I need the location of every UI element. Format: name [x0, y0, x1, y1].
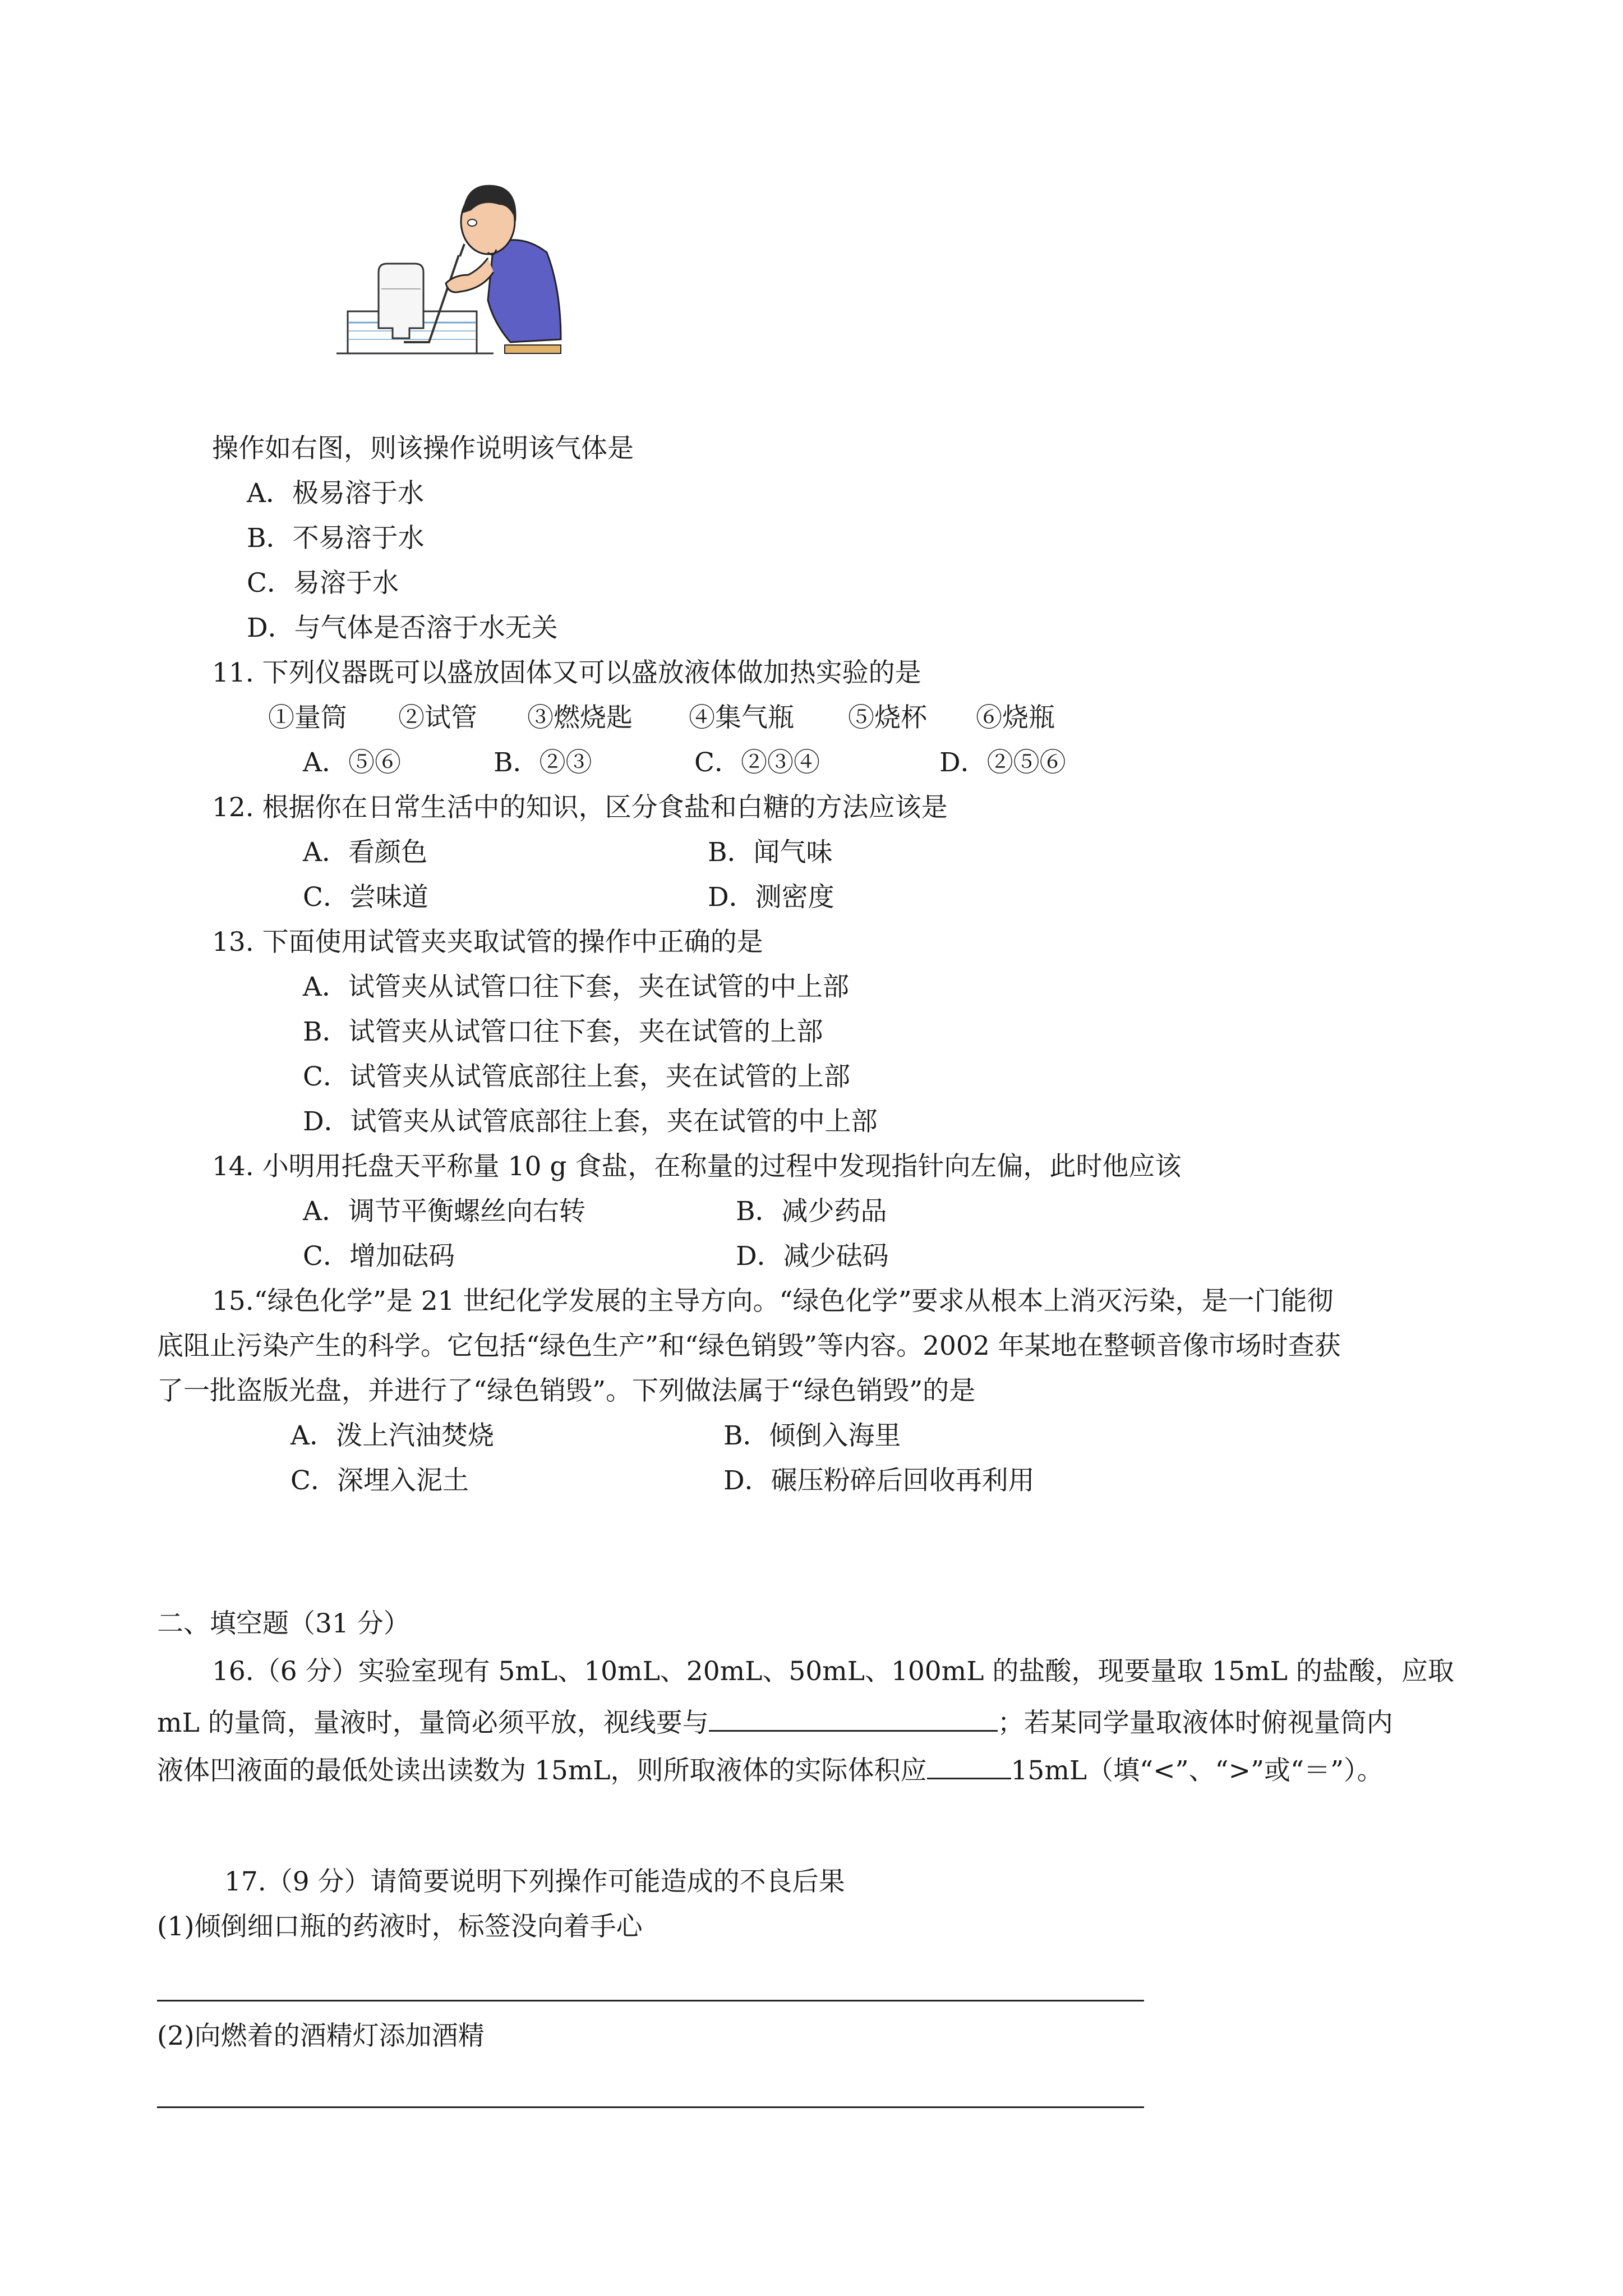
q14-option-d: D．减少砝码	[736, 1241, 889, 1272]
q13-option-b: B．试管夹从试管口往下套，夹在试管的上部	[303, 1016, 823, 1047]
q16-line-2	[157, 1705, 1393, 1740]
q16-line-2-text-a: mL 的量筒，量液时，量筒必须平放，视线要与	[157, 1708, 709, 1738]
q17-answer-line-1[interactable]	[157, 2000, 1144, 2001]
q10-option-d: D．与气体是否溶于水无关	[247, 613, 558, 643]
q12-stem: 12. 根据你在日常生活中的知识，区分食盐和白糖的方法应该是	[212, 792, 948, 823]
q11-option-a: A．⑤⑥	[303, 747, 401, 778]
inverted-bottle	[379, 264, 423, 338]
q12-option-d: D．测密度	[708, 882, 834, 913]
q15-option-d: D．碾压粉碎后回收再利用	[723, 1465, 1035, 1496]
q13-option-d: D．试管夹从试管底部往上套，夹在试管的中上部	[303, 1106, 878, 1137]
q16-blank-sightline[interactable]	[709, 1705, 998, 1732]
q11-option-d: D．②⑤⑥	[939, 747, 1066, 778]
q14-option-b: B．减少药品	[736, 1196, 887, 1227]
q16-line-3	[157, 1753, 1384, 1788]
q15-line-3: 了一批盗版光盘，并进行了“绿色销毁”。下列做法属于“绿色销毁”的是	[157, 1375, 976, 1406]
q13-option-c: C．试管夹从试管底部往上套，夹在试管的上部	[303, 1061, 850, 1092]
q12-option-c: C．尝味道	[303, 882, 428, 913]
q17-item-2: (2)向燃着的酒精灯添加酒精	[157, 2021, 485, 2051]
q10-stem: 操作如右图，则该操作说明该气体是	[212, 433, 634, 464]
q10-option-b: B．不易溶于水	[247, 523, 425, 554]
q14-option-c: C．增加砝码	[303, 1241, 455, 1272]
q11-option-b: B．②③	[494, 747, 592, 778]
gas-collection-illustration	[325, 160, 583, 373]
q11-instrument-5: ⑤烧杯	[848, 702, 927, 733]
q11-instrument-3: ③燃烧匙	[527, 702, 633, 733]
q12-option-b: B．闻气味	[708, 837, 833, 868]
q17-item-1: (1)倾倒细口瓶的药液时，标签没向着手心	[157, 1911, 643, 1942]
q11-instrument-6: ⑥烧瓶	[976, 702, 1055, 733]
q16-line-2-text-b: ；若某同学量取液体时俯视量筒内	[997, 1708, 1393, 1738]
q16-line-3-text-b: 15mL（填“<”、“>”或“＝”）。	[1011, 1755, 1384, 1786]
q11-option-c: C．②③④	[694, 747, 820, 778]
q16-blank-volume[interactable]	[927, 1753, 1011, 1779]
q11-instrument-4: ④集气瓶	[689, 702, 794, 733]
q16-line-1: 16.（6 分）实验室现有 5mL、10mL、20mL、50mL、100mL 的盐酸，现要量取 15mL 的盐酸，应取	[212, 1656, 1454, 1687]
q12-option-a: A．看颜色	[303, 837, 427, 868]
q15-option-c: C．深埋入泥土	[291, 1465, 469, 1496]
q11-instrument-1: ①量筒	[268, 702, 347, 733]
q13-option-a: A．试管夹从试管口往下套，夹在试管的中上部	[303, 972, 849, 1002]
q15-option-a: A．泼上汽油焚烧	[291, 1420, 494, 1451]
q13-stem: 13. 下面使用试管夹夹取试管的操作中正确的是	[212, 927, 763, 958]
q11-stem: 11. 下列仪器既可以盛放固体又可以盛放液体做加热实验的是	[212, 657, 921, 688]
q15-line-2: 底阻止污染产生的科学。它包括“绿色生产”和“绿色销毁”等内容。2002 年某地在整顿音像市场时查获	[157, 1331, 1341, 1361]
q15-option-b: B．倾倒入海里	[723, 1420, 901, 1451]
q10-option-a: A．极易溶于水	[247, 478, 424, 509]
section-title: 二、填空题（31 分）	[157, 1608, 410, 1639]
q16-line-3-text-a: 液体凹液面的最低处读出读数为 15mL，则所取液体的实际体积应	[157, 1755, 927, 1786]
q17-answer-line-2[interactable]	[157, 2106, 1144, 2108]
q15-line-1: 15.“绿色化学”是 21 世纪化学发展的主导方向。“绿色化学”要求从根本上消灭污染，是一门能彻	[212, 1286, 1334, 1317]
q14-stem: 14. 小明用托盘天平称量 10 g 食盐，在称量的过程中发现指针向左偏，此时他应该	[212, 1151, 1182, 1182]
q11-instrument-2: ②试管	[398, 702, 477, 733]
q17-stem: 17.（9 分）请简要说明下列操作可能造成的不良后果	[224, 1866, 845, 1897]
q10-option-c: C．易溶于水	[247, 568, 399, 599]
q14-option-a: A．调节平衡螺丝向右转	[303, 1196, 585, 1227]
